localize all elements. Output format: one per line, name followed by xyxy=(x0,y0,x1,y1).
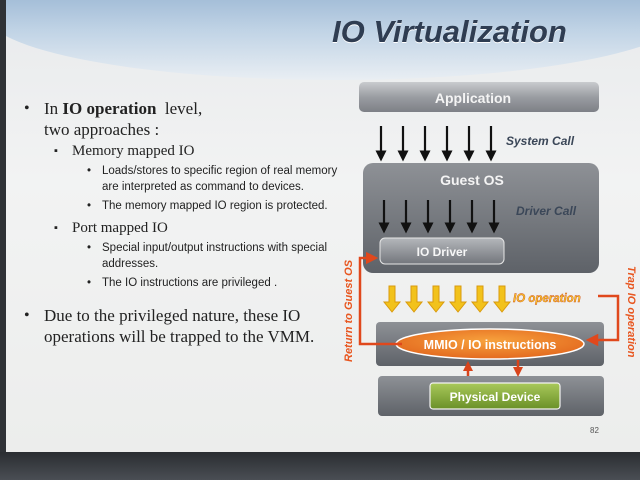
slide-title: IO Virtualization xyxy=(332,14,567,49)
application-box xyxy=(359,82,599,112)
bullet-suffix: level, xyxy=(156,99,203,118)
io-virtualization-diagram xyxy=(6,0,640,452)
detail-bullet: • Special input/output instructions with special addresses. xyxy=(24,240,354,272)
detail-bullet: • The IO instructions are privileged . xyxy=(24,275,354,291)
application-label: Application xyxy=(434,90,512,106)
io-driver-box xyxy=(380,238,504,264)
bullet-line2: two approaches : xyxy=(44,120,160,139)
io-operation-label: IO operation xyxy=(513,293,581,305)
bullet-prefix: In xyxy=(44,99,63,118)
sub-bullet-memory-mapped: ▪ Memory mapped IO xyxy=(24,142,354,160)
driver-call-label: Driver Call xyxy=(516,204,577,218)
system-call-label: System Call xyxy=(506,134,575,148)
sub-bullet-port-mapped: ▪ Port mapped IO xyxy=(24,219,354,237)
io-driver-label: IO Driver xyxy=(416,245,468,259)
monitor-bezel-bottom xyxy=(0,452,640,480)
io-operation-arrows xyxy=(384,286,510,312)
system-call-arrows xyxy=(381,126,491,156)
trap-label: Trap IO operation xyxy=(625,266,637,358)
mmio-ellipse xyxy=(396,329,584,359)
mmio-label: MMIO / IO instructions xyxy=(423,338,557,352)
slide xyxy=(6,0,640,452)
physical-device-label: Physical Device xyxy=(449,390,541,404)
detail-bullet: • Loads/stores to specific region of real memory are interpreted as command to devices. xyxy=(24,163,354,195)
guest-os-label: Guest OS xyxy=(440,172,504,188)
detail-bullet: • The memory mapped IO region is protected. xyxy=(24,198,354,214)
physical-device-box xyxy=(430,383,560,409)
page-number: 82 xyxy=(590,426,599,435)
bullet-bold: IO operation xyxy=(62,99,157,118)
bullet-privileged: • Due to the privileged nature, these IO operations will be trapped to the VMM. xyxy=(24,305,334,347)
return-label: Return to Guest OS xyxy=(343,259,355,362)
